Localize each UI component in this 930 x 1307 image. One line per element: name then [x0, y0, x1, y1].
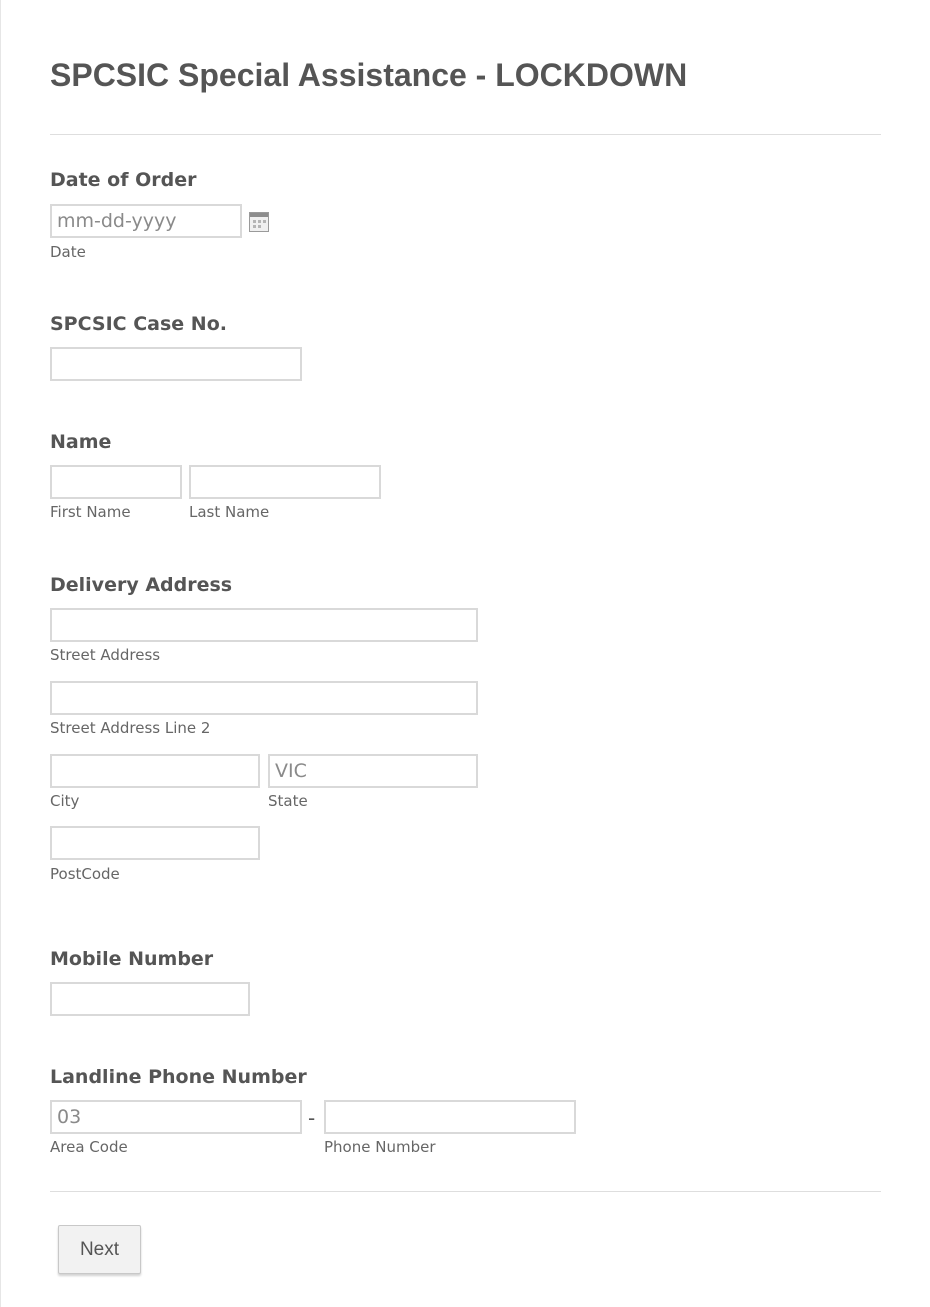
- mobile-number-label: Mobile Number: [50, 948, 214, 970]
- date-input[interactable]: [50, 204, 242, 238]
- calendar-icon[interactable]: [249, 212, 269, 232]
- form-title: SPCSIC Special Assistance - LOCKDOWN: [50, 57, 688, 93]
- first-name-input[interactable]: [50, 465, 182, 499]
- next-button[interactable]: Next: [58, 1225, 141, 1274]
- first-name-sublabel: First Name: [50, 503, 131, 521]
- postcode-sublabel: PostCode: [50, 865, 120, 883]
- phone-number-input[interactable]: [324, 1100, 576, 1134]
- street-address-line2-sublabel: Street Address Line 2: [50, 719, 211, 737]
- postcode-input[interactable]: [50, 826, 260, 860]
- delivery-address-label: Delivery Address: [50, 574, 233, 596]
- city-sublabel: City: [50, 792, 80, 810]
- case-no-label: SPCSIC Case No.: [50, 313, 227, 335]
- name-label: Name: [50, 431, 112, 453]
- street-address-input[interactable]: [50, 608, 478, 642]
- street-address-line2-input[interactable]: [50, 681, 478, 715]
- landline-label: Landline Phone Number: [50, 1066, 307, 1088]
- state-sublabel: State: [268, 792, 308, 810]
- last-name-sublabel: Last Name: [189, 503, 270, 521]
- street-address-sublabel: Street Address: [50, 646, 161, 664]
- phone-number-sublabel: Phone Number: [324, 1138, 436, 1156]
- date-of-order-label: Date of Order: [50, 169, 197, 191]
- header-divider: [50, 134, 881, 135]
- date-sublabel: Date: [50, 243, 86, 261]
- page-left-border: [0, 0, 1, 1307]
- city-input[interactable]: [50, 754, 260, 788]
- case-no-input[interactable]: [50, 347, 302, 381]
- footer-divider: [50, 1191, 881, 1192]
- phone-separator: -: [308, 1106, 316, 1130]
- last-name-input[interactable]: [189, 465, 381, 499]
- area-code-sublabel: Area Code: [50, 1138, 128, 1156]
- area-code-input[interactable]: [50, 1100, 302, 1134]
- state-input[interactable]: [268, 754, 478, 788]
- mobile-number-input[interactable]: [50, 982, 250, 1016]
